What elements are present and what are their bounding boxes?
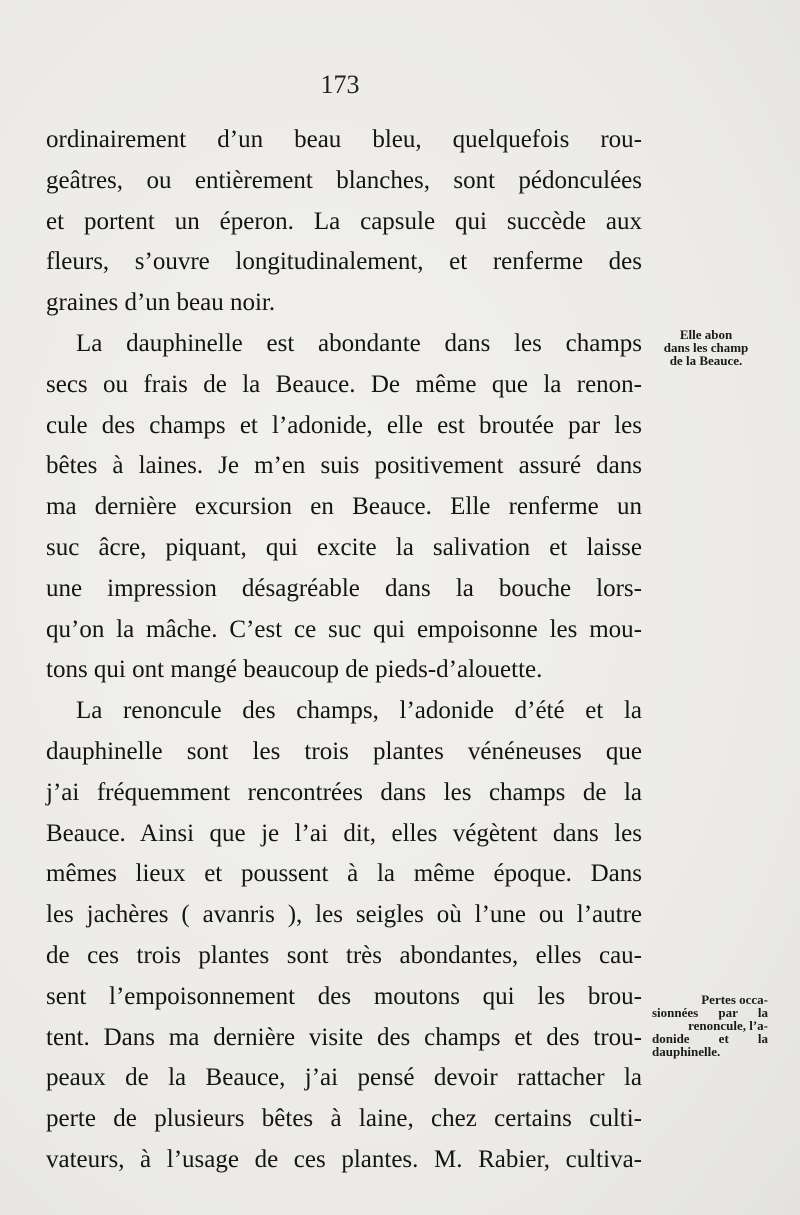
text-line-16: dauphinelle sont les trois plantes vénéneuses que xyxy=(46,737,642,765)
text-line-24: peaux de la Beauce, j’ai pensé devoir rattacher la xyxy=(46,1064,642,1092)
margin-note-line: Elle abon xyxy=(679,327,733,342)
text-line-18: Beauce. Ainsi que je l’ai dit, elles végètent dans les xyxy=(46,819,642,847)
text-line-1: ordinairement d’un beau bleu, quelquefois rou- xyxy=(46,126,642,153)
text-line-3: et portent un éperon. La capsule qui succède aux xyxy=(46,207,642,235)
text-line-22: sent l’empoisonnement des moutons qui les brou- xyxy=(46,982,642,1010)
margin-note-line: dauphinelle. xyxy=(652,1044,721,1059)
body-text xyxy=(46,120,642,1181)
margin-note-line: de la Beauce. xyxy=(669,353,743,368)
text-line-14: tons qui ont mangé beaucoup de pieds-d’alouette. xyxy=(46,656,543,684)
text-line-11: suc âcre, piquant, qui excite la salivation et laisse xyxy=(46,533,642,561)
text-line-25: perte de plusieurs bêtes à laine, chez certains culti- xyxy=(46,1105,642,1133)
show-through-text xyxy=(678,232,681,247)
page-number: 173 xyxy=(320,70,360,99)
text-line-23: tent. Dans ma dernière visite des champs et des trou- xyxy=(46,1023,642,1051)
text-line-8: cule des champs et l’adonide, elle est broutée par les xyxy=(46,411,642,439)
text-line-26: vateurs, à l’usage de ces plantes. M. Rabier, cultiva- xyxy=(46,1145,642,1173)
margin-note-line: renoncule, l’a- xyxy=(688,1018,768,1033)
text-line-21: de ces trois plantes sont très abondantes, elles cau- xyxy=(46,941,642,969)
text-line-10: ma dernière excursion en Beauce. Elle renferme un xyxy=(46,493,642,521)
text-line-19: mêmes lieux et poussent à la même époque. Dans xyxy=(46,860,642,888)
text-line-17: j’ai fréquemment rencontrées dans les champs de la xyxy=(46,778,642,806)
text-line-6: La dauphinelle est abondante dans les champs xyxy=(76,329,642,357)
margin-note-abundance xyxy=(652,328,760,367)
text-line-12: une impression désagréable dans la bouche lors- xyxy=(46,574,642,602)
text-line-7: secs ou frais de la Beauce. De même que la renon- xyxy=(46,370,642,398)
text-line-4: fleurs, s’ouvre longitudinalement, et renferme des xyxy=(46,248,642,276)
margin-note-losses xyxy=(652,993,768,1058)
margin-note-line: donide et la xyxy=(652,1031,768,1046)
text-line-5: graines d’un beau noir. xyxy=(46,289,276,317)
margin-note-line: Pertes occa- xyxy=(701,992,768,1007)
margin-note-line: dans les champ xyxy=(663,340,749,355)
text-line-9: bêtes à laines. Je m’en suis positivement assuré dans xyxy=(46,452,642,480)
margin-note-line: sionnées par la xyxy=(652,1005,768,1020)
text-line-2: geâtres, ou entièrement blanches, sont pédonculées xyxy=(46,166,642,194)
text-line-13: qu’on la mâche. C’est ce suc qui empoisonne les mou- xyxy=(46,615,642,643)
text-line-20: les jachères ( avanris ), les seigles où l’une ou l’autre xyxy=(46,901,642,929)
text-line-15: La renoncule des champs, l’adonide d’été et la xyxy=(76,697,642,725)
